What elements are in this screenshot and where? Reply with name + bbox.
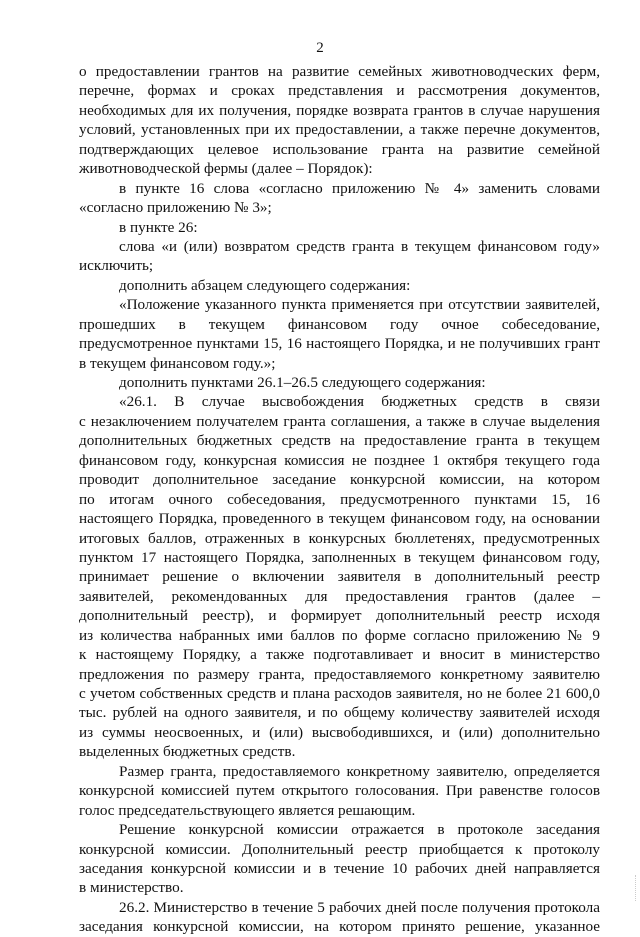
text-line: конкурсной комиссии. Дополнительный реестр приобщается к протоколу — [79, 840, 600, 858]
text-line: по итогам очного собеседования, предусмотренного пунктами 15, 16 — [79, 490, 600, 508]
text-line: дополнить пунктами 26.1–26.5 следующего содержания: — [119, 374, 486, 391]
text-line: условий, установленных при их предоставлении, а также перечне документов, — [79, 121, 600, 139]
text-line: пунктом 17 настоящего Порядка, заполненных в текущем финансовом году, — [79, 548, 600, 566]
text-line: выделенных бюджетных средств. — [79, 743, 296, 761]
text-line: из суммы неосвоенных, и (или) высвободившихся, и (или) дополнительно — [79, 723, 600, 741]
body-text — [79, 62, 600, 937]
text-line: прошедших в текущем финансовом году очное собеседование, — [79, 315, 600, 333]
text-line: в пункте 16 слова «согласно приложению № 4» заменить словами — [119, 179, 600, 197]
text-line: из количества набранных ими баллов по форме согласно приложению № 9 — [79, 626, 600, 644]
text-line: в пункте 26: — [119, 218, 198, 236]
text-line: заявителей, рекомендованных для предоставления грантов (далее – — [79, 587, 600, 605]
text-line: предложения по размеру гранта, предоставляемого конкретному заявителю — [79, 665, 600, 683]
text-line: 26.2. Министерство в течение 5 рабочих дней после получения протокола — [119, 898, 600, 916]
text-line: в министерство. — [79, 879, 184, 897]
text-line: голос председательствующего является решающим. — [79, 801, 416, 819]
text-line: предусмотренное пунктами 15, 16 настоящего Порядка, и не получивших грант — [79, 335, 600, 353]
text-line: «Положение указанного пункта применяется при отсутствии заявителей, — [119, 296, 600, 314]
text-line: слова «и (или) возвратом средств гранта в текущем финансовом году» — [119, 237, 600, 255]
text-line: тыс. рублей на одного заявителя, и по общему количеству заявителей исходя — [79, 704, 600, 722]
text-line: Решение конкурсной комиссии отражается в протоколе заседания — [119, 821, 600, 839]
text-line: с незаключением получателем гранта соглашения, а также в случае выделения — [79, 412, 600, 430]
page-number: 2 — [316, 40, 324, 56]
text-line: финансовом году, конкурсная комиссия не позднее 1 октября текущего года — [79, 451, 600, 469]
text-line: конкурсной комиссией путем открытого голосования. При равенстве голосов — [79, 782, 600, 800]
text-line: дополнить абзацем следующего содержания: — [119, 276, 411, 294]
text-line: перечне, формах и сроках представления и рассмотрения документов, — [79, 82, 600, 100]
text-line: заседания конкурсной комиссии и в течение 10 рабочих дней направляется — [79, 859, 600, 877]
text-line: «26.1. В случае высвобождения бюджетных средств в связи — [119, 393, 600, 411]
text-line: в текущем финансовом году.»; — [79, 354, 276, 372]
text-line: принимает решение о включении заявителя в дополнительный реестр — [79, 568, 600, 586]
text-line: необходимых для их получения, порядке возврата грантов в случае нарушения — [79, 101, 600, 119]
text-line: «согласно приложению № 3»; — [79, 199, 272, 217]
text-line: исключить; — [79, 257, 154, 275]
text-line: итоговых баллов, отраженных в конкурсных бюллетенях, предусмотренных — [79, 529, 600, 547]
scan-edge-mark — [625, 875, 636, 901]
text-line: дополнительных бюджетных средств на предоставление гранта в текущем — [79, 432, 600, 450]
text-line: с учетом собственных средств и плана расходов заявителя, но не более 21 600,0 — [79, 685, 600, 702]
text-line: заседания конкурсной комиссии, на котором принято решение, указанное — [79, 918, 600, 936]
text-line: настоящего Порядка, проведенного в текущем финансовом году, на основании — [79, 510, 600, 528]
text-line: дополнительный реестр), и формирует дополнительный реестр исходя — [79, 607, 600, 625]
text-line: подтверждающих целевое использование гранта на развитие семейной — [79, 140, 600, 158]
text-line: о предоставлении грантов на развитие семейных животноводческих ферм, — [79, 63, 600, 80]
text-line: Размер гранта, предоставляемого конкретному заявителю, определяется — [119, 762, 600, 780]
text-line: животноводческой фермы (далее – Порядок): — [79, 160, 373, 178]
text-line: проводит дополнительное заседание конкурсной комиссии, на котором — [79, 471, 600, 489]
text-line: к настоящему Порядку, а также подготавливает и вносит в министерство — [79, 646, 600, 664]
